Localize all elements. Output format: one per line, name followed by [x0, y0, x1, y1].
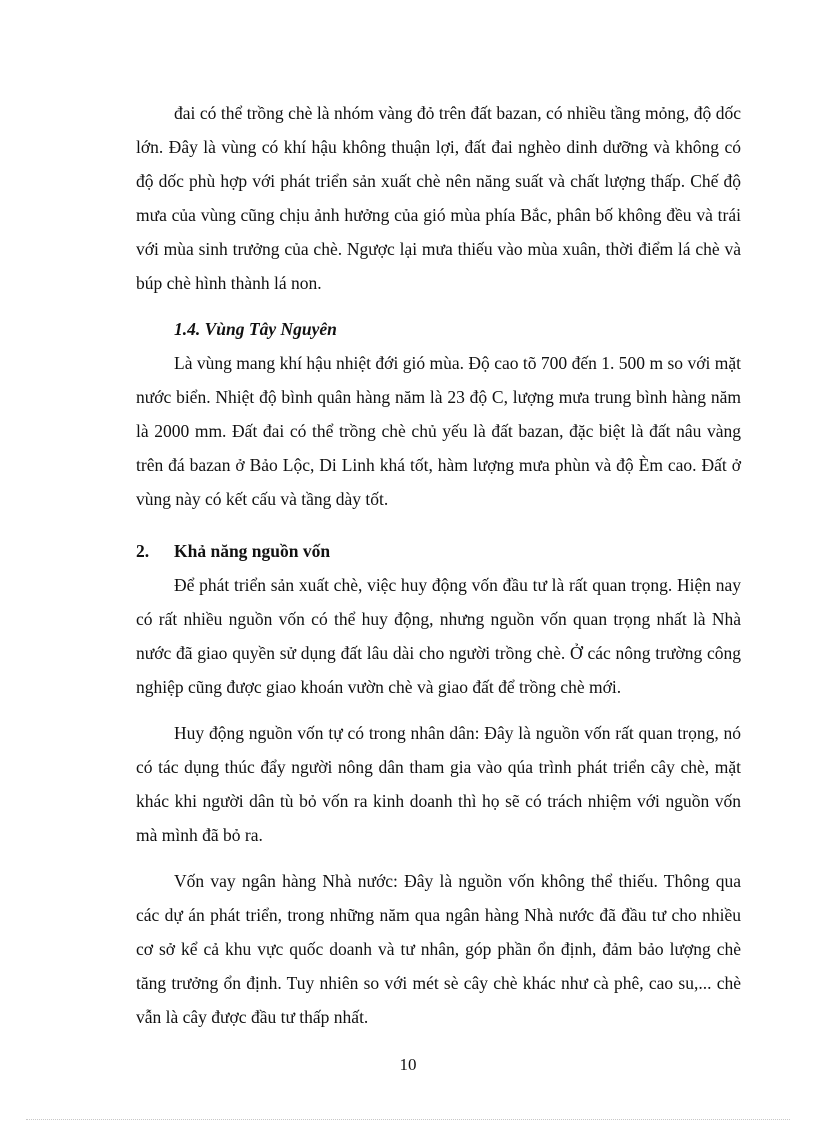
- paragraph-capital-1: Để phát triển sản xuất chè, việc huy động vốn đầu tư là rất quan trọng. Hiện nay có rất nhiều nguồn vốn có thể huy động, nhưng nguồn vốn quan trọng nhất là Nhà nước đã giao quyền sử dụng đất lâu dài cho người trồng chè. Ở các nông trường công nghiệp cũng được giao khoán vườn chè và giao đất để trồng chè mới.: [136, 575, 741, 697]
- paragraph-tay-nguyen: Là vùng mang khí hậu nhiệt đới gió mùa. Độ cao tõ 700 đến 1. 500 m so với mặt nước biển. Nhiệt độ bình quân hàng năm là 23 độ C, lượng mưa trung bình hàng năm là 2000 mm. Đất đai có thể trồng chè chủ yếu là đất bazan, đặc biệt là đất nâu vàng trên đá bazan ở Bảo Lộc, Di Linh khá tốt, hàm lượng mưa phùn và độ Èm cao. Đất ở vùng này có kết cấu và tầng dày tốt.: [136, 353, 741, 509]
- document-page: [136, 96, 741, 1034]
- paragraph-capital-2: Huy động nguồn vốn tự có trong nhân dân: Đây là nguồn vốn rất quan trọng, nó có tác dụng thúc đẩy người nông dân tham gia vào qúa trình phát triển cây chè, mặt khác khi người dân tù bỏ vốn ra kinh doanh thì họ sẽ có trách nhiệm với nguồn vốn mà mình đã bỏ ra.: [136, 723, 741, 845]
- section-number: 2.: [136, 541, 150, 561]
- footer-divider: [26, 1119, 790, 1120]
- section-title: Khả năng nguồn vốn: [174, 541, 331, 561]
- paragraph-capital-3: Vốn vay ngân hàng Nhà nước: Đây là nguồn vốn không thể thiếu. Thông qua các dự án phát triển, trong những năm qua ngân hàng Nhà nước đã đầu tư cho nhiều cơ sở kể cả khu vực quốc doanh và tư nhân, góp phần ổn định, đảm bảo lượng chè tăng trưởng ổn định. Tuy nhiên so với mét sè cây chè khác như cà phê, cao su,... chè vẫn là cây được đầu tư thấp nhất.: [136, 871, 741, 1027]
- paragraph-intro: đai có thể trồng chè là nhóm vàng đỏ trên đất bazan, có nhiều tầng mỏng, độ dốc lớn. Đây là vùng có khí hậu không thuận lợi, đất đai nghèo dinh dưỡng và không có độ dốc phù hợp với phát triển sản xuất chè nên năng suất và chất lượng thấp. Chế độ mưa của vùng cũng chịu ảnh hưởng của gió mùa phía Bắc, phân bố không đều và trái với mùa sinh trưởng của chè. Ngược lại mưa thiếu vào mùa xuân, thời điểm lá chè và búp chè hình thành lá non.: [136, 103, 741, 293]
- section-heading-1-4: 1.4. Vùng Tây Nguyên: [174, 319, 337, 339]
- page-number: 10: [399, 1055, 417, 1074]
- section-heading-2: [136, 534, 741, 568]
